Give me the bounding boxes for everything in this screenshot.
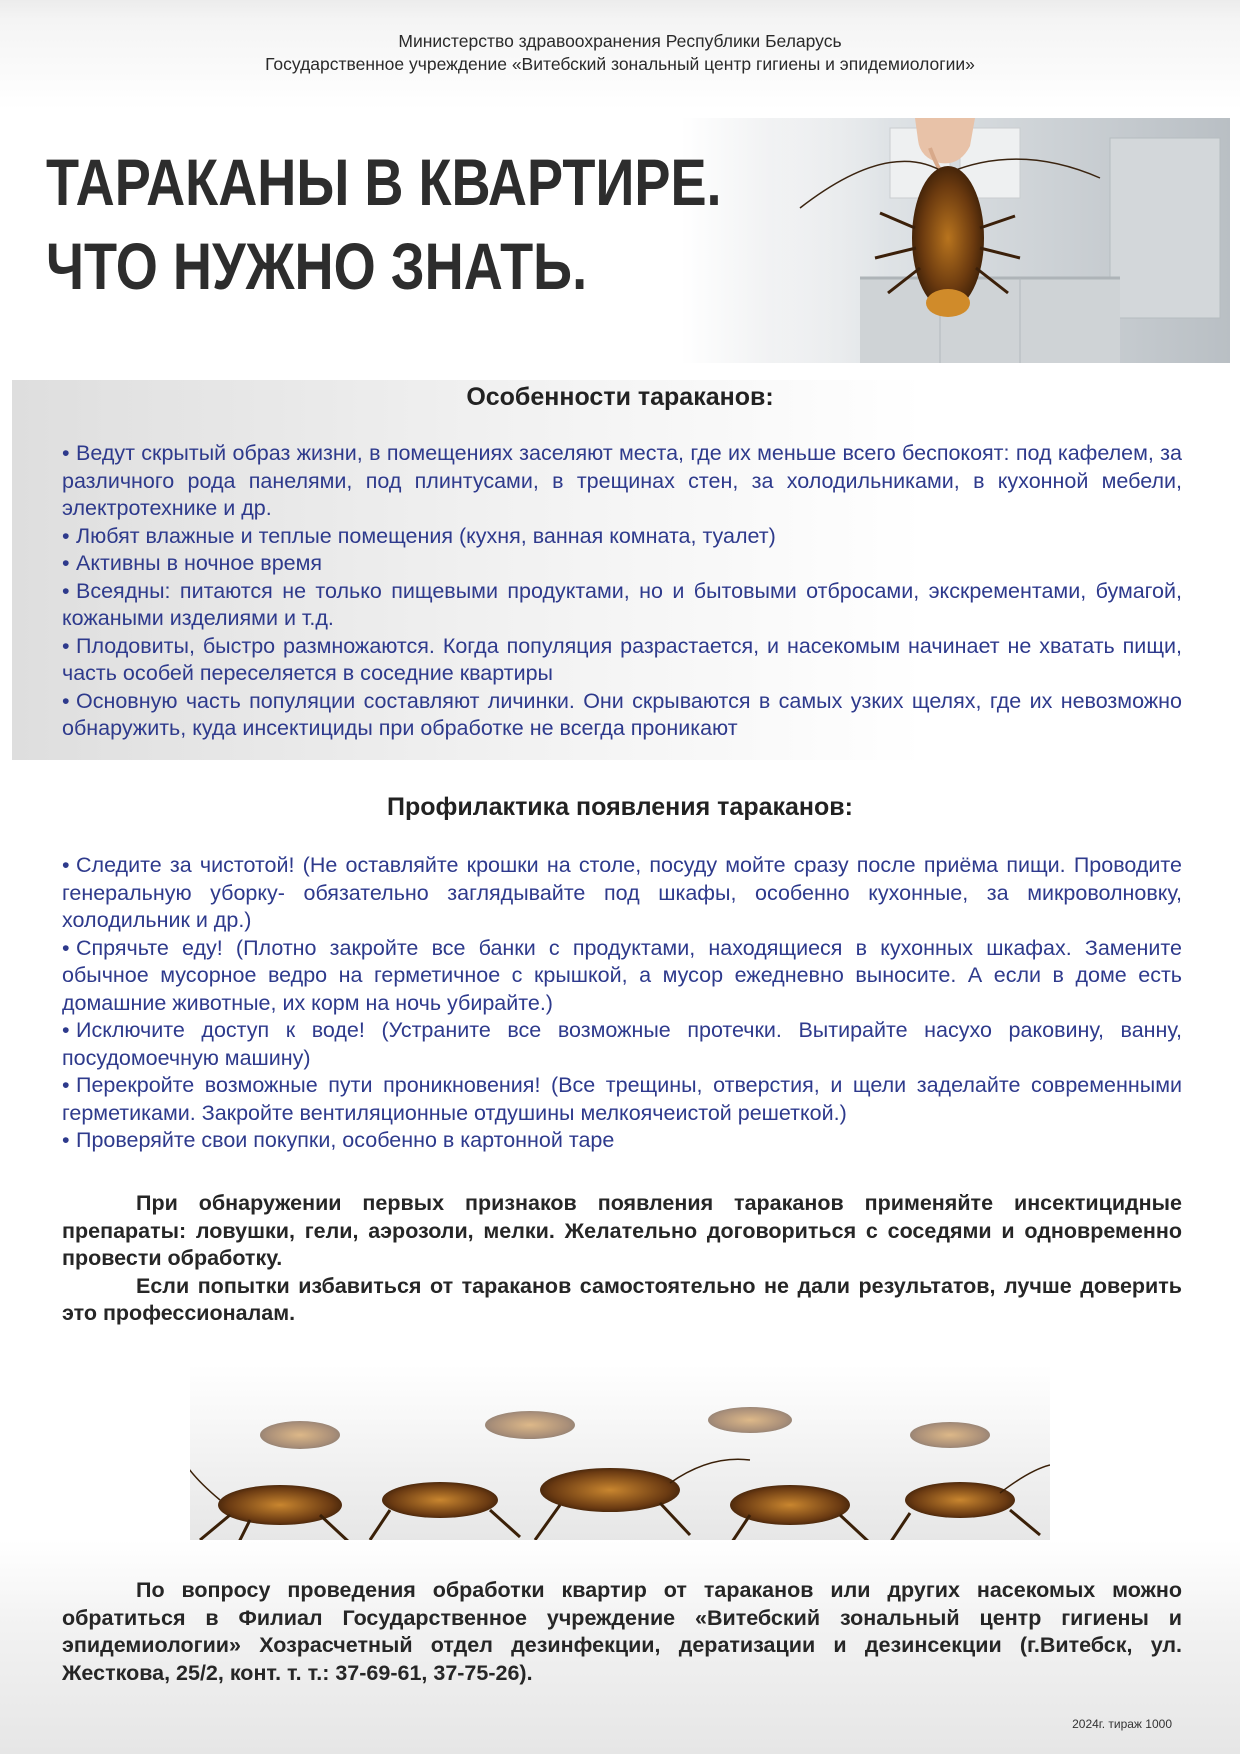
features-heading: Особенности тараканов: bbox=[466, 383, 774, 411]
contact-block bbox=[62, 1577, 1182, 1687]
page-title bbox=[46, 140, 722, 308]
advice-block bbox=[62, 1190, 1182, 1328]
list-item: • Активны в ночное время bbox=[62, 551, 323, 575]
list-item: • Основную часть популяции составляют личинки. Они скрываются в самых узких щелях, где их невозможно обнаружить, куда инсектициды при обработке не всегда проникают bbox=[62, 688, 1182, 740]
prevention-list bbox=[62, 852, 1182, 1155]
list-item: • Всеядны: питаются не только пищевыми продуктами, но и бытовыми отбросами, экскрементами, бумагой, кожаными изделиями и т.д. bbox=[62, 578, 1182, 630]
kitchen-cockroach-photo bbox=[770, 118, 1230, 363]
list-item: • Ведут скрытый образ жизни, в помещениях заселяют места, где их меньше всего беспокоят: под кафелем, за различного рода панелями, под плинтусами, в трещинах стен, за холодильниками, в кухонной мебели, электротехнике и др. bbox=[62, 441, 1182, 520]
list-item: • Плодовиты, быстро размножаются. Когда популяция разрастается, и насекомым начинает не хватать пищи, часть особей переселяется в соседние квартиры bbox=[62, 633, 1182, 685]
advice-paragraph-1: При обнаружении первых признаков появления тараканов применяйте инсектицидные препараты: ловушки, гели, аэрозоли, мелки. Желательно договориться с соседями и одновременно провести обработку. bbox=[62, 1191, 1182, 1270]
title-line-2: ЧТО НУЖНО ЗНАТЬ. bbox=[46, 229, 588, 303]
features-list bbox=[62, 440, 1182, 743]
print-run-note: 2024г. тираж 1000 bbox=[1072, 1717, 1172, 1731]
dead-cockroaches-photo bbox=[190, 1365, 1050, 1565]
list-item: • Спрячьте еду! (Плотно закройте все банки с продуктами, находящиеся в кухонных шкафах. Замените обычное мусорное ведро на герметичное с крышкой, а мусор ежедневно выносите. А если в доме есть домашние животные, их корм на ночь убирайте.) bbox=[62, 935, 1182, 1015]
title-line-1: ТАРАКАНЫ В КВАРТИРЕ. bbox=[46, 145, 722, 219]
list-item: • Проверяйте свои покупки, особенно в картонной таре bbox=[62, 1128, 615, 1152]
list-item: • Исключите доступ к воде! (Устраните все возможные протечки. Вытирайте насухо раковину, ванну, посудомоечную машину) bbox=[62, 1018, 1182, 1070]
contact-paragraph: По вопросу проведения обработки квартир от тараканов или других насекомых можно обратиться в Филиал Государственное учреждение «Витебский зональный центр гигиены и эпидемиологии» Хозрасчетный отдел дезинфекции, дератизации и дезинсекции (г.Витебск, ул. Жесткова, 25/2, конт. т. т.: 37-69-61, 37-75-26). bbox=[62, 1578, 1182, 1685]
institution-name: Государственное учреждение «Витебский зональный центр гигиены и эпидемиологии» bbox=[265, 54, 975, 74]
prevention-heading: Профилактика появления тараканов: bbox=[387, 793, 853, 821]
ministry-name: Министерство здравоохранения Республики Беларусь bbox=[398, 31, 842, 51]
organization-header bbox=[0, 30, 1240, 76]
list-item: • Следите за чистотой! (Не оставляйте крошки на столе, посуду мойте сразу после приёма пищи. Проводите генеральную уборку- обязательно заглядывайте под шкафы, особенно кухонные, за микроволновку, холодильник и др.) bbox=[62, 853, 1182, 932]
list-item: • Перекройте возможные пути проникновения! (Все трещины, отверстия, и щели заделайте современными герметиками. Закройте вентиляционные отдушины мелкоячеистой решеткой.) bbox=[62, 1073, 1182, 1125]
list-item: • Любят влажные и теплые помещения (кухня, ванная комната, туалет) bbox=[62, 523, 776, 548]
advice-paragraph-2: Если попытки избавиться от тараканов самостоятельно не дали результатов, лучше доверить это профессионалам. bbox=[62, 1273, 1182, 1325]
